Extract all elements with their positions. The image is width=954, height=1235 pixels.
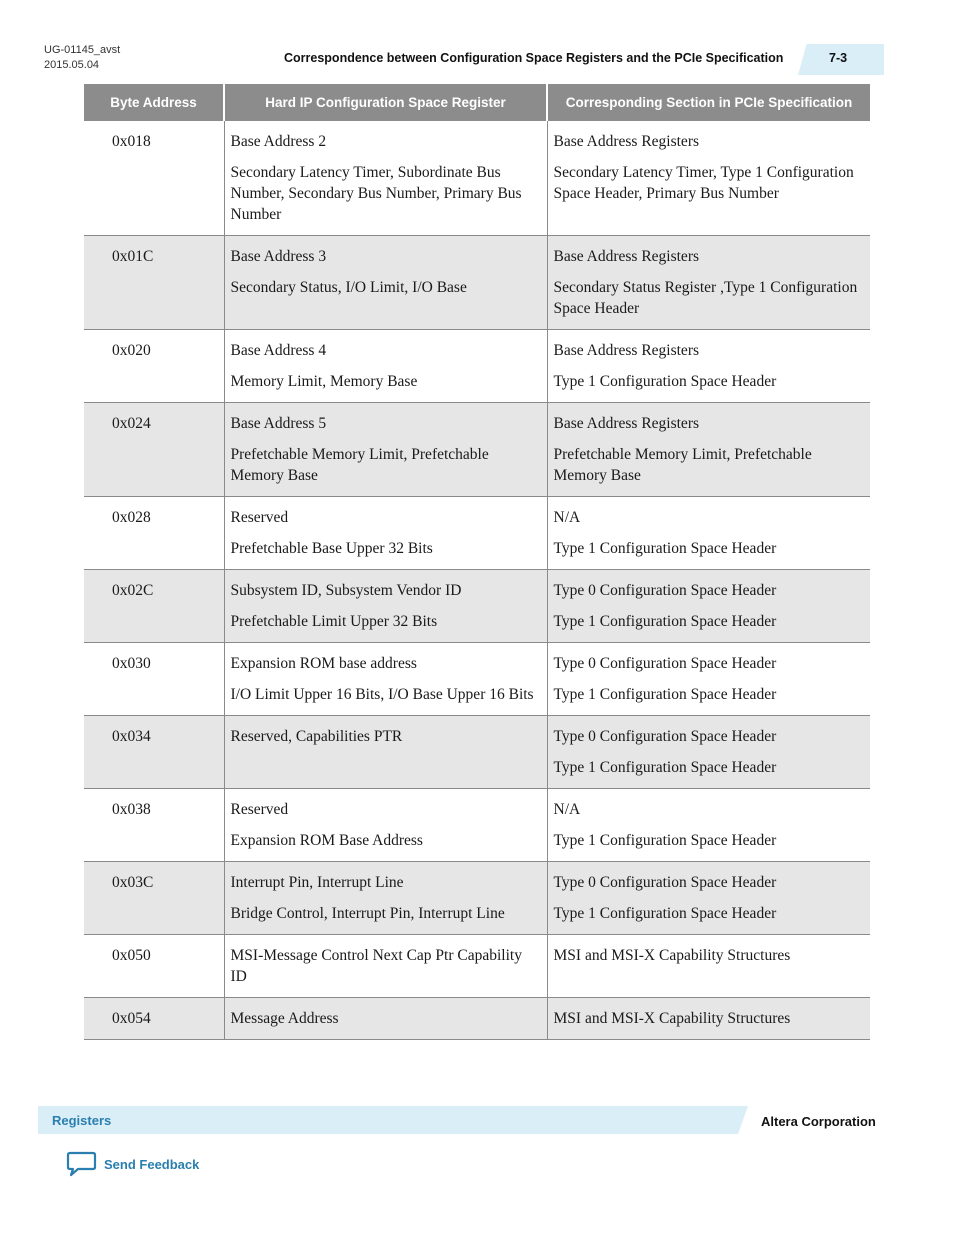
register-line: Prefetchable Limit Upper 32 Bits (230, 613, 438, 630)
section-line: Type 0 Configuration Space Header (553, 728, 777, 745)
register-cell (224, 403, 547, 497)
register-line: Reserved (230, 509, 289, 526)
byte-address-cell: 0x02C (84, 570, 224, 643)
register-line: Message Address (230, 1010, 339, 1027)
register-line: Bridge Control, Interrupt Pin, Interrupt Line (230, 905, 505, 922)
register-line: Base Address 5 (230, 415, 327, 432)
section-line: Type 1 Configuration Space Header (553, 686, 777, 703)
table-row (84, 862, 870, 935)
byte-address-cell: 0x018 (84, 121, 224, 236)
section-line: N/A (553, 801, 581, 818)
byte-address-cell: 0x01C (84, 236, 224, 330)
table-row (84, 998, 870, 1040)
byte-address-cell: 0x020 (84, 330, 224, 403)
send-feedback-link[interactable] (66, 1150, 199, 1178)
byte-address-cell: 0x054 (84, 998, 224, 1040)
pcie-section-cell (547, 121, 870, 236)
section-line: N/A (553, 509, 581, 526)
table-row (84, 403, 870, 497)
document-id: UG-01145_avst (44, 44, 121, 56)
pcie-section-cell (547, 643, 870, 716)
byte-address-cell: 0x03C (84, 862, 224, 935)
table-row (84, 643, 870, 716)
register-cell (224, 236, 547, 330)
register-line: Base Address 2 (230, 133, 327, 150)
register-line: Secondary Latency Timer, Subordinate Bus Number, Secondary Bus Number, Primary Bus Number (230, 164, 522, 223)
register-cell (224, 330, 547, 403)
register-line: MSI-Message Control Next Cap Ptr Capability ID (230, 947, 522, 985)
section-line: Type 0 Configuration Space Header (553, 655, 777, 672)
pcie-section-cell (547, 862, 870, 935)
section-line: Base Address Registers (553, 248, 700, 265)
footer-section-link[interactable]: Registers (52, 1113, 112, 1128)
section-line: Type 1 Configuration Space Header (553, 759, 777, 776)
register-cell (224, 497, 547, 570)
table-row (84, 330, 870, 403)
table-row (84, 121, 870, 236)
byte-address-cell: 0x038 (84, 789, 224, 862)
byte-address-cell: 0x050 (84, 935, 224, 998)
section-line: Type 1 Configuration Space Header (553, 540, 777, 557)
register-cell (224, 935, 547, 998)
section-line: MSI and MSI-X Capability Structures (553, 1010, 791, 1027)
byte-address-cell: 0x028 (84, 497, 224, 570)
pcie-section-cell (547, 935, 870, 998)
table-row (84, 497, 870, 570)
register-cell (224, 716, 547, 789)
section-line: Secondary Latency Timer, Type 1 Configuration Space Header, Primary Bus Number (553, 164, 854, 202)
table-body (84, 121, 870, 1040)
register-line: Interrupt Pin, Interrupt Line (230, 874, 404, 891)
speech-bubble-icon (66, 1151, 97, 1178)
section-line: Type 1 Configuration Space Header (553, 905, 777, 922)
table-header-row (84, 84, 870, 121)
section-line: Base Address Registers (553, 342, 700, 359)
register-table (84, 84, 870, 1040)
table-row (84, 935, 870, 998)
register-cell (224, 862, 547, 935)
section-line: Prefetchable Memory Limit, Prefetchable Memory Base (553, 446, 812, 484)
register-line: Reserved (230, 801, 289, 818)
section-line: Base Address Registers (553, 133, 700, 150)
pcie-section-cell (547, 998, 870, 1040)
page-number: 7-3 (829, 51, 848, 65)
register-line: Expansion ROM Base Address (230, 832, 423, 849)
byte-address-cell: 0x024 (84, 403, 224, 497)
pcie-section-cell (547, 236, 870, 330)
register-line: Prefetchable Memory Limit, Prefetchable Memory Base (230, 446, 489, 484)
page-header-title: Correspondence between Configuration Space Registers and the PCIe Specification (284, 51, 784, 65)
register-cell (224, 789, 547, 862)
register-cell (224, 121, 547, 236)
pcie-section-cell (547, 330, 870, 403)
register-line: Prefetchable Base Upper 32 Bits (230, 540, 433, 557)
register-line: Memory Limit, Memory Base (230, 373, 418, 390)
register-line: Expansion ROM base address (230, 655, 417, 672)
register-line: Base Address 4 (230, 342, 327, 359)
column-header-byte-address: Byte Address (84, 84, 224, 121)
byte-address-cell: 0x034 (84, 716, 224, 789)
table-row (84, 789, 870, 862)
pcie-section-cell (547, 789, 870, 862)
register-line: I/O Limit Upper 16 Bits, I/O Base Upper 16 Bits (230, 686, 534, 703)
register-line: Subsystem ID, Subsystem Vendor ID (230, 582, 462, 599)
section-line: Base Address Registers (553, 415, 700, 432)
register-line: Reserved, Capabilities PTR (230, 728, 403, 745)
table-row (84, 570, 870, 643)
section-line: Type 1 Configuration Space Header (553, 613, 777, 630)
column-header-register: Hard IP Configuration Space Register (224, 84, 547, 121)
section-line: MSI and MSI-X Capability Structures (553, 947, 791, 964)
section-line: Secondary Status Register ,Type 1 Configuration Space Header (553, 279, 858, 317)
pcie-section-cell (547, 716, 870, 789)
byte-address-cell: 0x030 (84, 643, 224, 716)
register-line: Base Address 3 (230, 248, 327, 265)
column-header-pcie-section: Corresponding Section in PCIe Specification (547, 84, 870, 121)
send-feedback-label: Send Feedback (104, 1156, 200, 1172)
document-date: 2015.05.04 (44, 59, 100, 71)
pcie-section-cell (547, 497, 870, 570)
pcie-section-cell (547, 403, 870, 497)
register-line: Secondary Status, I/O Limit, I/O Base (230, 279, 467, 296)
section-line: Type 1 Configuration Space Header (553, 832, 777, 849)
section-line: Type 0 Configuration Space Header (553, 874, 777, 891)
register-cell (224, 570, 547, 643)
table-row (84, 236, 870, 330)
register-cell (224, 643, 547, 716)
footer-band (38, 1106, 748, 1134)
pcie-section-cell (547, 570, 870, 643)
section-line: Type 0 Configuration Space Header (553, 582, 777, 599)
footer-company: Altera Corporation (761, 1114, 876, 1129)
document-id-block (44, 43, 120, 73)
section-line: Type 1 Configuration Space Header (553, 373, 777, 390)
register-cell (224, 998, 547, 1040)
table-row (84, 716, 870, 789)
